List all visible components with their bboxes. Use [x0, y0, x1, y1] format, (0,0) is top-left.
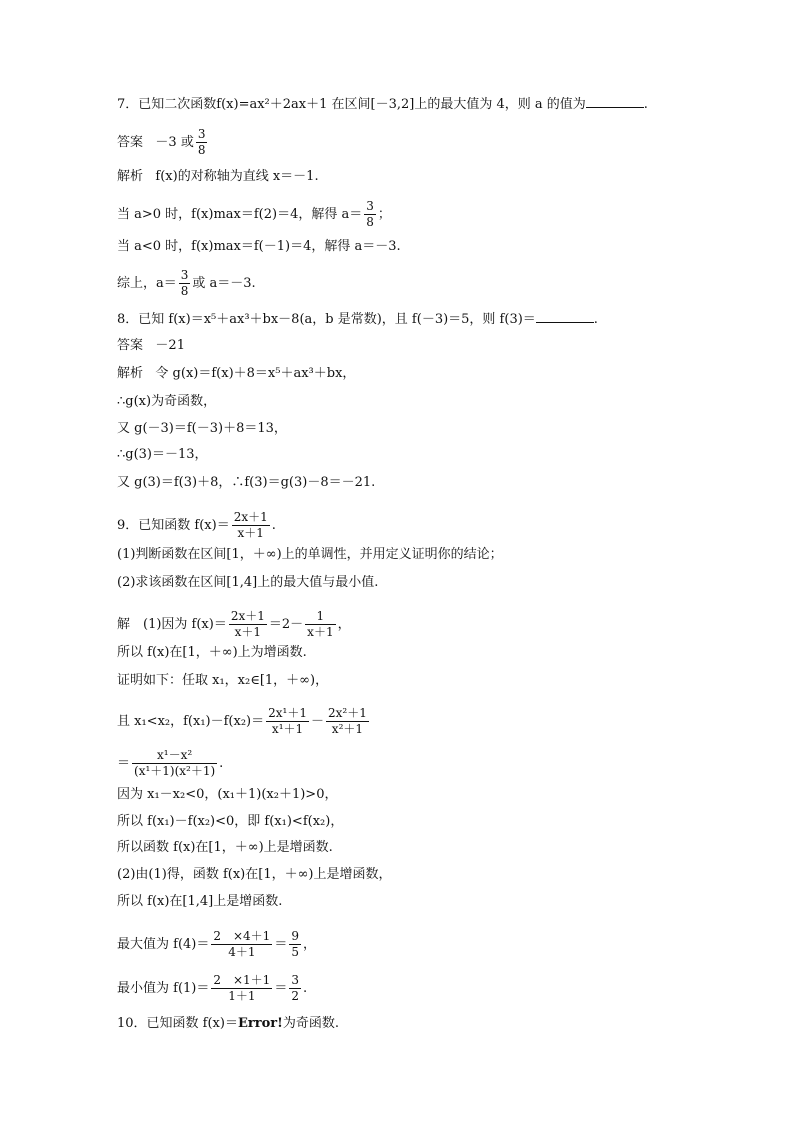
- q7-case1: [117, 199, 391, 230]
- q7-stem: [117, 97, 648, 113]
- q9-proof-diff: [117, 706, 371, 737]
- q7-summary: [117, 268, 256, 299]
- numerator: 1: [305, 609, 335, 625]
- numerator: 2 ×4＋1: [213, 929, 271, 943]
- fraction: [229, 609, 267, 640]
- numerator: 2x¹＋1: [268, 706, 307, 720]
- denominator: x＋1: [237, 526, 264, 540]
- analysis-label: 解析: [117, 169, 144, 184]
- q8-line4: ∴g(3)＝－13，: [117, 447, 208, 462]
- q7-answer-blank: [586, 107, 644, 108]
- case-text: 当 a<0 时，f(x)max＝f(－1)＝4，解得 a＝－3.: [117, 239, 401, 254]
- denominator: x¹＋1: [271, 722, 304, 736]
- fraction: [289, 929, 301, 960]
- punct: ，: [302, 937, 316, 952]
- fraction: [132, 748, 217, 779]
- denominator: (x¹＋1)(x²＋1): [134, 764, 216, 778]
- q9-part2-1: (2)由(1)得，函数 f(x)在[1，＋∞)上是增函数，: [117, 867, 392, 882]
- denominator: 4＋1: [228, 945, 256, 959]
- q8-line5: 又 g(3)＝f(3)＋8，∴f(3)＝g(3)－8＝－21.: [117, 475, 376, 490]
- operator: ＝: [274, 937, 288, 952]
- error-text: Error!: [237, 1016, 283, 1031]
- punct: ；: [377, 207, 391, 222]
- answer-label: 答案: [117, 135, 144, 150]
- q7-stem-end: .: [643, 97, 648, 112]
- fraction: [196, 127, 208, 158]
- fraction: [305, 609, 335, 640]
- q7-case2: [117, 239, 401, 255]
- q10-stem-text: 为奇函数.: [282, 1016, 339, 1031]
- q8-analysis: [117, 366, 355, 382]
- fraction: [211, 973, 272, 1004]
- q9-stem-text: 9．已知函数 f(x)＝: [117, 518, 230, 533]
- proof-text: 且 x₁<x₂，f(x₁)－f(x₂)＝: [117, 714, 265, 729]
- q9-stem: [117, 510, 276, 541]
- q9-proof-eq: [117, 748, 223, 779]
- operator: ＝: [117, 756, 131, 771]
- fraction: [232, 510, 270, 541]
- numerator: 3: [291, 973, 299, 987]
- q9-proof-intro: 证明如下：任取 x₁，x₂∈[1，＋∞)，: [117, 673, 329, 688]
- q7-analysis: [117, 169, 319, 185]
- punct: .: [593, 312, 598, 327]
- q10-stem: [117, 1016, 339, 1032]
- denominator: 5: [291, 945, 299, 959]
- fraction: [266, 706, 309, 737]
- min-text: 最小值为 f(1)＝: [117, 981, 210, 996]
- numerator: 2 ×1＋1: [213, 973, 271, 987]
- solution-text: 解 (1)因为 f(x)＝: [117, 617, 227, 632]
- q9-part1: (1)判断函数在区间[1，＋∞)上的单调性，并用定义证明你的结论；: [117, 547, 503, 562]
- q9-so2: 所以函数 f(x)在[1，＋∞)上是增函数.: [117, 840, 333, 855]
- max-text: 最大值为 f(4)＝: [117, 937, 210, 952]
- q8-answer-blank: [536, 322, 594, 323]
- q9-because: 因为 x₁－x₂<0，(x₁＋1)(x₂＋1)>0，: [117, 787, 338, 802]
- answer-value: －21: [155, 338, 185, 353]
- q8-stem: [117, 312, 598, 328]
- numerator: 2x²＋1: [327, 706, 367, 720]
- q9-part2-2: 所以 f(x)在[1,4]上是增函数.: [117, 894, 283, 909]
- punct: .: [271, 518, 276, 533]
- q8-answer: [117, 338, 185, 354]
- q10-stem-text: 10．已知函数 f(x)＝: [117, 1016, 238, 1031]
- numerator: 9: [291, 929, 299, 943]
- solution-text: ＝2－: [268, 617, 304, 632]
- q9-so1: 所以 f(x₁)－f(x₂)<0，即 f(x₁)<f(x₂)，: [117, 814, 344, 829]
- punct: .: [219, 756, 224, 771]
- fraction: [211, 929, 272, 960]
- denominator: 1＋1: [228, 989, 256, 1003]
- analysis-label: 解析: [117, 366, 144, 381]
- punct: ，: [337, 617, 351, 632]
- denominator: x＋1: [307, 625, 334, 639]
- numerator: x¹－x²: [132, 748, 217, 764]
- fraction: [289, 973, 301, 1004]
- summary-text: 综上，a＝: [117, 276, 177, 291]
- denominator: x＋1: [234, 625, 262, 639]
- q9-part2: (2)求该函数在区间[1,4]上的最大值与最小值.: [117, 575, 379, 590]
- q7-answer: [117, 127, 209, 158]
- q9-min: [117, 973, 307, 1004]
- numerator: 2x＋1: [233, 510, 268, 524]
- fraction: [364, 199, 376, 230]
- q8-line2: ∴g(x)为奇函数，: [117, 394, 217, 409]
- denominator: 2: [291, 989, 299, 1003]
- q9-max: [117, 929, 316, 960]
- q9-solution: [117, 609, 351, 640]
- numerator: 3: [180, 268, 189, 282]
- numerator: 3: [197, 127, 206, 141]
- q7-stem-b: f(x)=ax²＋2ax＋1 在区间[－3,2]上的最大值为 4，则 a 的值为: [216, 97, 586, 112]
- fraction: [326, 706, 369, 737]
- operator: ＝: [274, 981, 288, 996]
- fraction: [179, 268, 191, 299]
- analysis-text: 令 g(x)＝f(x)＋8＝x⁵＋ax³＋bx，: [155, 366, 356, 381]
- answer-value: －3 或: [155, 135, 194, 150]
- q8-stem-text: 8．已知 f(x)＝x⁵＋ax³＋bx－8(a，b 是常数)，且 f(－3)＝5，则 f(3)＝: [117, 312, 536, 327]
- operator: －: [310, 714, 324, 729]
- numerator: 2x＋1: [230, 609, 265, 623]
- denominator: 8: [180, 284, 189, 298]
- answer-label: 答案: [117, 338, 144, 353]
- summary-text: 或 a＝－3.: [192, 276, 256, 291]
- q9-increasing: 所以 f(x)在[1，＋∞)上为增函数.: [117, 645, 307, 660]
- punct: .: [302, 981, 308, 996]
- analysis-text: f(x)的对称轴为直线 x＝－1.: [155, 169, 319, 184]
- numerator: 3: [366, 199, 374, 213]
- q7-stem-a: 7．已知二次函数: [117, 97, 217, 112]
- q8-line3: 又 g(－3)＝f(－3)＋8＝13，: [117, 421, 287, 436]
- denominator: 8: [366, 215, 374, 229]
- case-text: 当 a>0 时，f(x)max＝f(2)＝4，解得 a＝: [117, 207, 363, 222]
- denominator: 8: [197, 143, 206, 157]
- denominator: x²＋1: [331, 722, 364, 736]
